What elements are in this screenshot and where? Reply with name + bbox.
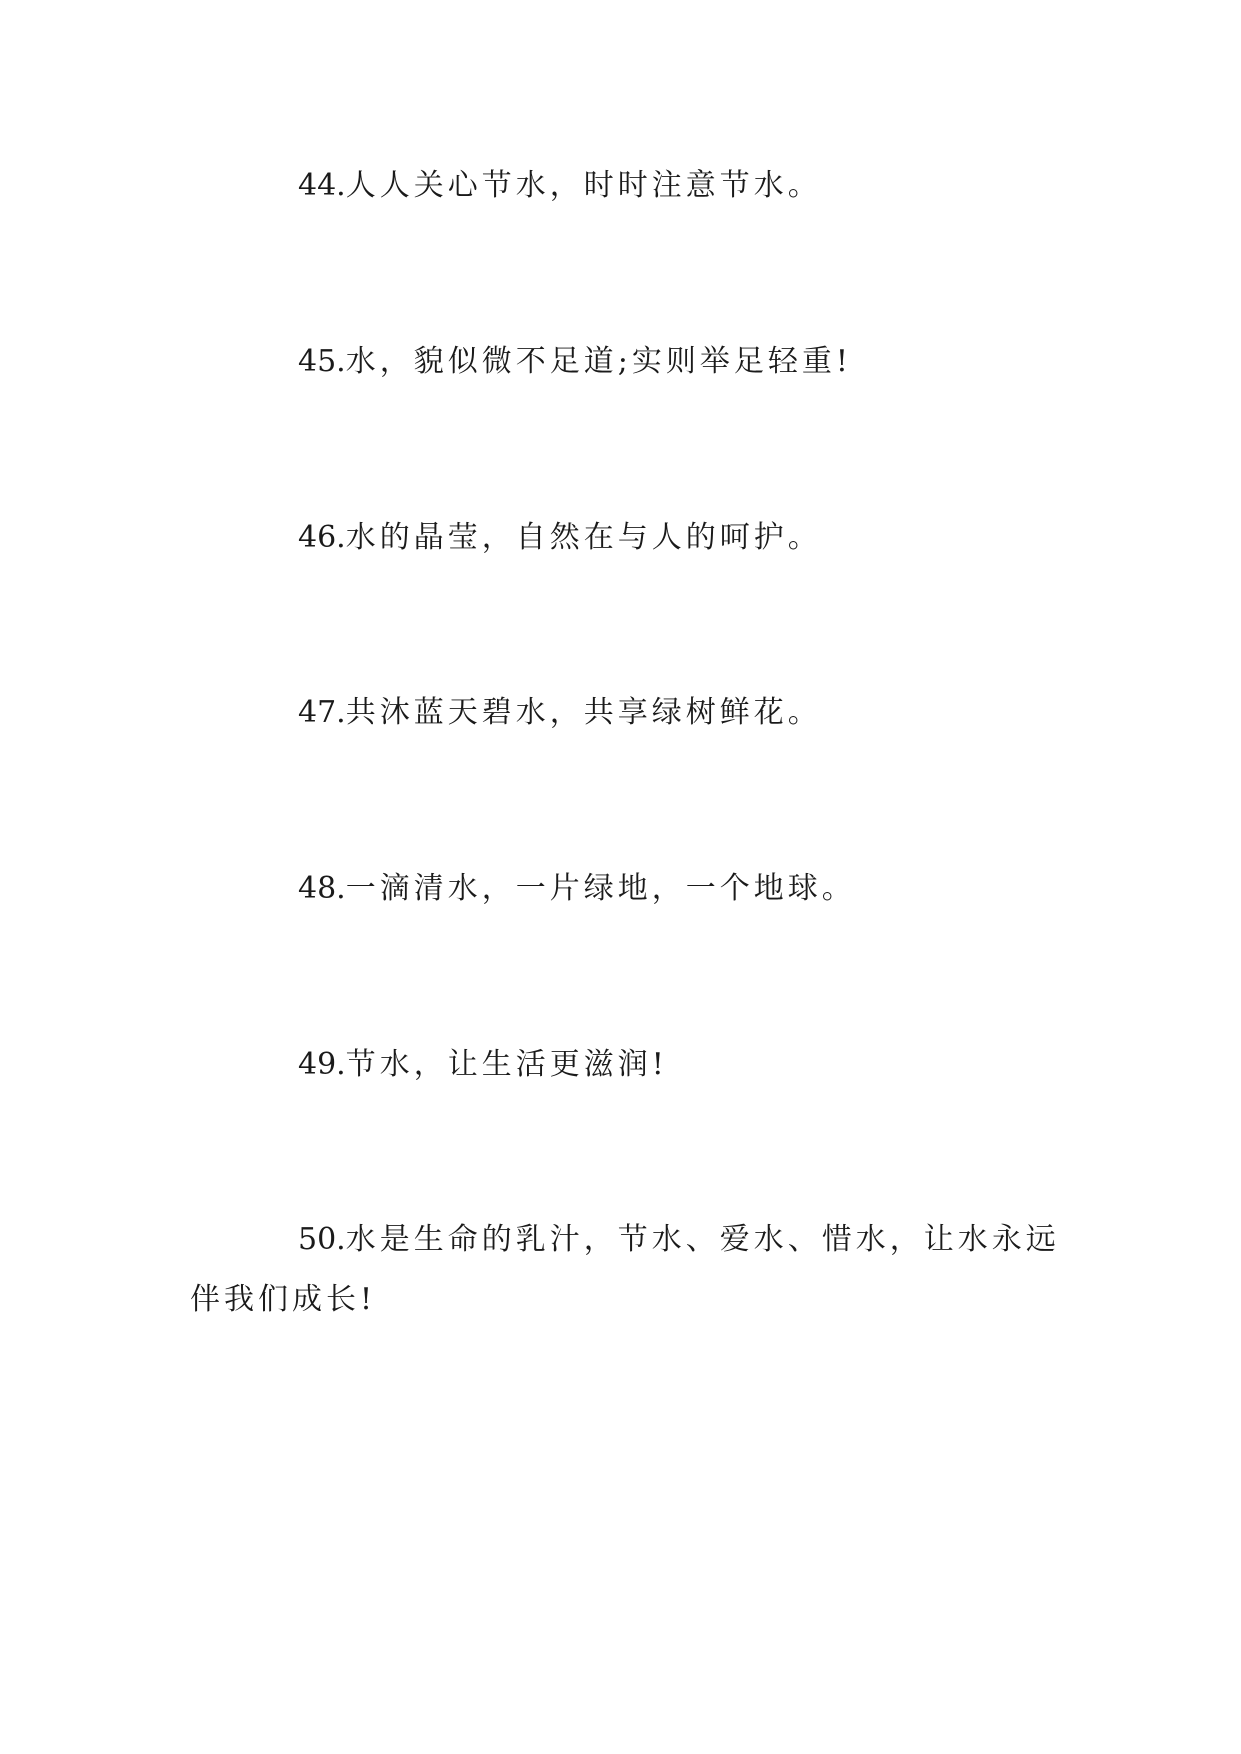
item-number: 49. <box>298 1047 346 1082</box>
item-number: 47. <box>298 695 346 730</box>
item-text: 水，貌似微不足道;实则举足轻重! <box>345 344 852 379</box>
item-text: 水的晶莹，自然在与人的呵护。 <box>345 520 822 555</box>
item-number: 50. <box>298 1222 346 1257</box>
list-item <box>190 508 1060 568</box>
list-item <box>190 1210 1060 1330</box>
item-text: 共沐蓝天碧水，共享绿树鲜花。 <box>345 695 822 730</box>
item-text: 一滴清水，一片绿地，一个地球。 <box>345 871 856 906</box>
list-item <box>190 859 1060 919</box>
item-number: 45. <box>298 344 346 379</box>
item-number: 46. <box>298 520 346 555</box>
item-text: 水是生命的乳汁，节水、爱水、惜水，让水永远伴我们成长! <box>190 1222 1060 1317</box>
item-number: 44. <box>298 168 346 203</box>
item-number: 48. <box>298 871 346 906</box>
list-item <box>190 156 1060 216</box>
item-text: 人人关心节水，时时注意节水。 <box>345 168 822 203</box>
list-item <box>190 1035 1060 1095</box>
list-item <box>190 683 1060 743</box>
item-text: 节水，让生活更滋润! <box>345 1047 668 1082</box>
list-item <box>190 332 1060 392</box>
